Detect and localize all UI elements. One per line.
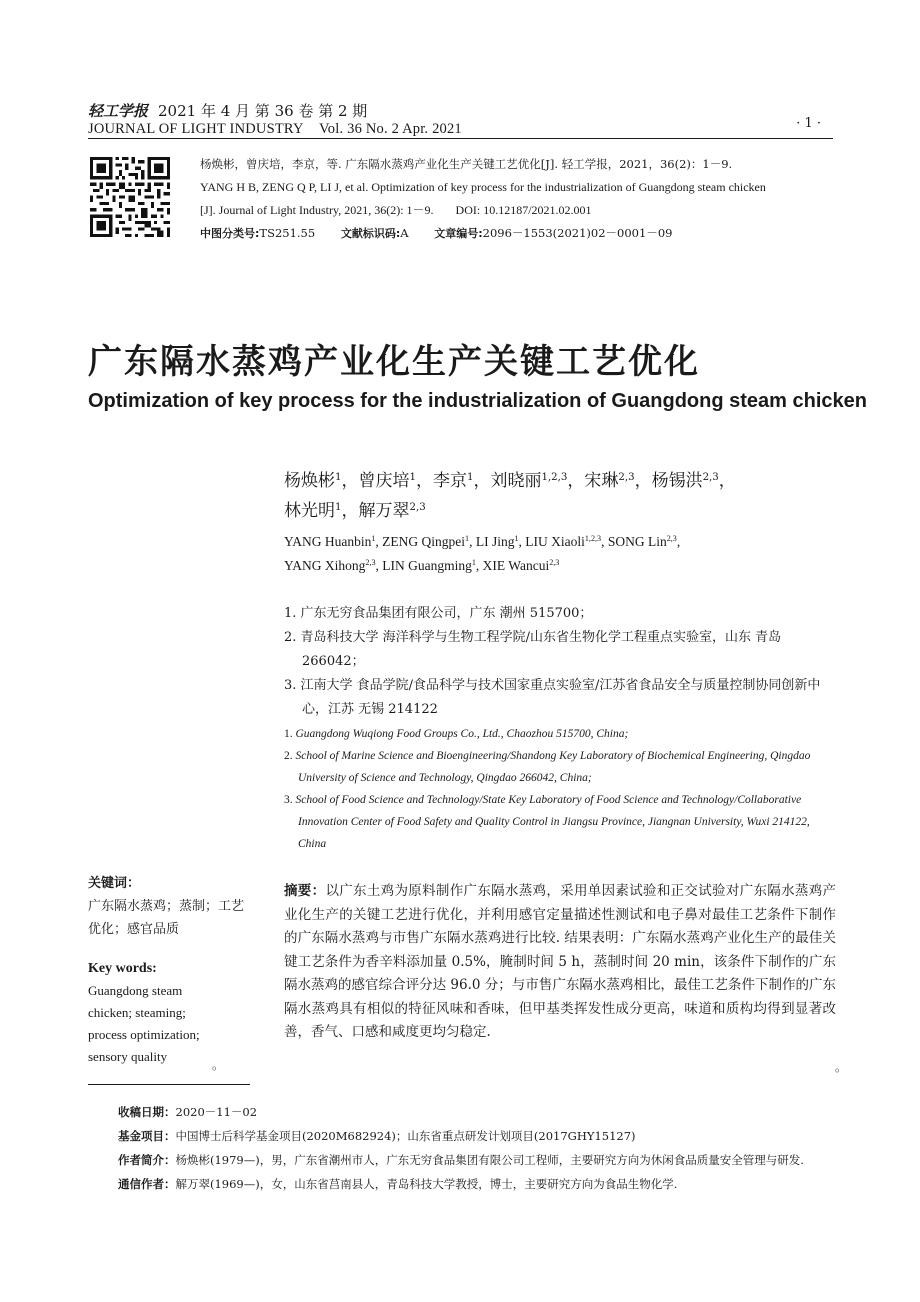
header-divider [88,138,833,139]
article-no-label: 文章编号: [434,227,483,240]
author-name: 杨焕彬 [284,471,335,491]
issue-en: Vol. 36 No. 2 Apr. 2021 [318,121,462,137]
author [358,501,425,521]
footnote-text: 杨焕彬(1979—)，男，广东省潮州市人，广东无穷食品集团有限公司工程师，主要研究方向为休闲食品质量安全管理与研发. [175,1153,804,1167]
footnote-received [88,1100,833,1124]
clc-label: 中图分类号: [200,227,260,240]
citation-en-ref: [J]. Journal of Light Industry, 2021, 36(2): 1－9. [200,203,434,217]
citation-en-line1: YANG H B, ZENG Q P, LI J, et al. Optimization of key process for the industrialization of Guangdong steam chicken [200,180,766,194]
journal-issue-en [88,120,833,138]
author-name: 曾庆培 [358,471,410,491]
affiliation-en-3 [284,789,836,855]
author-name: LIU Xiaoli [525,534,585,549]
author-affiliation-sup: 2,3 [618,471,635,483]
author-affiliation-sup: 2,3 [666,534,677,544]
author-affiliation-sup: 1,2,3 [541,471,568,483]
author [608,534,677,549]
affiliations-en [284,723,836,855]
author [284,534,375,549]
author [525,534,601,549]
keyword-en-line: chicken; steaming; [88,1005,186,1020]
keywords-en [88,980,253,1068]
author-name: YANG Huanbin [284,534,372,549]
footnote-label: 通信作者： [118,1177,176,1191]
keywords-cn-label: 关键词： [88,876,141,891]
citation-en-line2 [200,199,840,222]
author-affiliation-sup: 1 [335,471,342,483]
affiliation-en-1 [284,723,836,745]
doi[interactable]: DOI: 10.12187/2021.02.001 [455,203,592,217]
footnote-label: 基金项目： [118,1129,176,1143]
author [433,471,473,491]
journal-issue-cn [88,102,833,120]
author-name: 李京 [432,471,467,491]
footnotes [88,1100,833,1196]
abstract-end-mark: 。 [835,1060,848,1074]
author-name: LI Jing [475,534,515,549]
article-no-value: 2096－1553(2021)02－0001－09 [482,226,673,240]
author-affiliation-sup: 2,3 [702,471,719,483]
keyword-en-line: Guangdong steam [88,983,183,998]
author [284,471,341,491]
author-affiliation-sup: 1 [335,501,342,513]
affiliation-en-text: School of Food Science and Technology/State Key Laboratory of Food Science and Technology/Collaborative Innovation Center of Food Safety and Quality Control in Jiangsu Province, Jiangnan University, Wuxi 214122, China [295,794,810,850]
affiliation-cn-1: 1. 广东无穷食品集团有限公司，广东 潮州 515700； [284,606,593,621]
author-name: 刘晓丽 [490,471,542,491]
affiliation-cn-3: 3. 江南大学 食品学院/食品科学与技术国家重点实验室/江苏省食品安全与质量控制协同创新中心，江苏 无锡 214122 [284,678,821,717]
clc-value: TS251.55 [259,226,316,240]
authors-en: YANG Huanbin$^1$, ZENG Qingpei$^1$, LI Jing$^1$, LIU Xiaoli$^{1,2,3}$, SONG Lin$^{2,3}$, YANG Xihong$^{2,3}$, LIN Guangming$^1$, XIE Wancui$^{2,3}$ [284,534,681,573]
author-name: XIE Wancui [482,558,550,573]
author-name: 解万翠 [358,501,410,521]
issue-cn: 2021 年 4 月 第 36 卷 第 2 期 [158,102,368,120]
journal-name-en: JOURNAL OF LIGHT INDUSTRY [88,121,304,137]
author [358,471,415,491]
author-affiliation-sup: 1 [371,534,376,544]
author [483,558,560,573]
title-en: Optimization of key process for the industrialization of Guangdong steam chicken [88,390,867,412]
footnote-label: 收稿日期： [118,1105,176,1119]
author-affiliation-sup: 2,3 [365,558,376,568]
affiliation-en-num: 1. [284,728,293,740]
citation-block [200,153,840,245]
footnote-author-bio [88,1148,833,1172]
keyword-en-line: sensory quality [88,1049,168,1064]
keywords-divider [88,1084,250,1085]
journal-header [88,102,833,138]
author-name: 林光明 [284,501,335,521]
doc-code-value: A [400,226,409,240]
affiliation-en-num: 2. [284,750,293,762]
footnote-text: 2020－11－02 [175,1105,258,1119]
abstract [284,880,836,1045]
author [584,471,634,491]
footnote-corresponding [88,1172,833,1196]
footnote-text: 解万翠(1969—)，女，山东省莒南县人，青岛科技大学教授，博士，主要研究方向为食品生物化学. [175,1177,678,1191]
author-affiliation-sup: 1 [514,534,519,544]
abstract-label: 摘要： [284,883,326,899]
affiliation-cn-2: 2. 青岛科技大学 海洋科学与生物工程学院/山东省生物化学工程重点实验室，山东 青岛 266042； [284,630,782,669]
author-affiliation-sup: 2,3 [409,501,426,513]
title-cn: 广东隔水蒸鸡产业化生产关键工艺优化 [88,342,700,382]
author-affiliation-sup: 1 [465,534,470,544]
author-affiliation-sup: 1,2,3 [584,534,602,544]
author [490,471,567,491]
affiliation-en-num: 3. [284,794,293,806]
page-number: · 1 · [796,116,821,131]
keywords-en-label: Key words: [88,961,157,976]
qr-code-icon [90,157,170,237]
author-affiliation-sup: 1 [466,471,474,483]
footnote-label: 作者简介： [118,1153,176,1167]
footnote-text: 中国博士后科学基金项目(2020M682924)；山东省重点研发计划项目(2017GHY15127) [175,1129,636,1143]
author [284,558,376,573]
author [476,534,519,549]
keywords-block [88,874,253,1068]
affiliations-cn [284,602,836,722]
author-name: ZENG Qingpei [382,534,466,549]
keyword-en-line: process optimization; [88,1027,200,1042]
author-name: 杨锡洪 [651,471,703,491]
author-affiliation-sup: 1 [471,558,476,568]
author [284,501,341,521]
keywords-end-mark: 。 [212,1058,225,1072]
author-name: YANG Xihong [284,558,366,573]
affiliation-en-2 [284,745,836,789]
keywords-cn: 广东隔水蒸鸡；蒸制；工艺优化；感官品质 [88,899,245,937]
citation-cn: 杨焕彬，曾庆培，李京，等. 广东隔水蒸鸡产业化生产关键工艺优化[J]. 轻工学报，2021，36(2)：1－9. [200,157,733,171]
author [382,534,469,549]
author-name: SONG Lin [607,534,667,549]
footnote-funding [88,1124,833,1148]
author [652,471,719,491]
journal-logo: 轻工学报 [88,102,149,120]
abstract-text: 以广东土鸡为原料制作广东隔水蒸鸡，采用单因素试验和正交试验对广东隔水蒸鸡产业化生产的关键工艺进行优化，并利用感官定量描述性测试和电子鼻对最佳工艺条件下制作的广东隔水蒸鸡与市售广东隔水蒸鸡进行比较. 结果表明：广东隔水蒸鸡产业化生产的最佳关键工艺条件为香辛料添加量 0.5%，腌制时间 5 h，蒸制时间 20 min，该条件下制作的广东隔水蒸鸡的感官综合评分达 96.0 分；与市售广东隔水蒸鸡相比，最佳工艺条件下制作的广东隔水蒸鸡具有相似的特征风味和香味，但甲基类挥发性成分更高，味道和质构均得到显著改善，香气、口感和咸度更均匀稳定. [284,883,837,1040]
author-name: LIN Guangming [382,558,472,573]
doc-code-label: 文献标识码: [340,227,401,240]
affiliation-en-text: School of Marine Science and Bioengineering/Shandong Key Laboratory of Biochemical Engineering, Qingdao University of Science and Technology, Qingdao 266042, China; [295,750,811,784]
author-name: 宋琳 [584,471,619,491]
author [382,558,476,573]
affiliation-en-text: Guangdong Wuqiong Food Groups Co., Ltd., Chaozhou 515700, China; [295,728,629,740]
authors-cn: 杨焕彬$^1$，曾庆培$^1$，李京$^1$，刘晓丽$^{1,2,3}$，宋琳$^{2,3}$，杨锡洪$^{2,3}$， 林光明$^1$，解万翠$^{2,3}$ [284,471,736,521]
author-affiliation-sup: 1 [409,471,416,483]
classification-row [200,222,840,245]
author-affiliation-sup: 2,3 [549,558,560,568]
